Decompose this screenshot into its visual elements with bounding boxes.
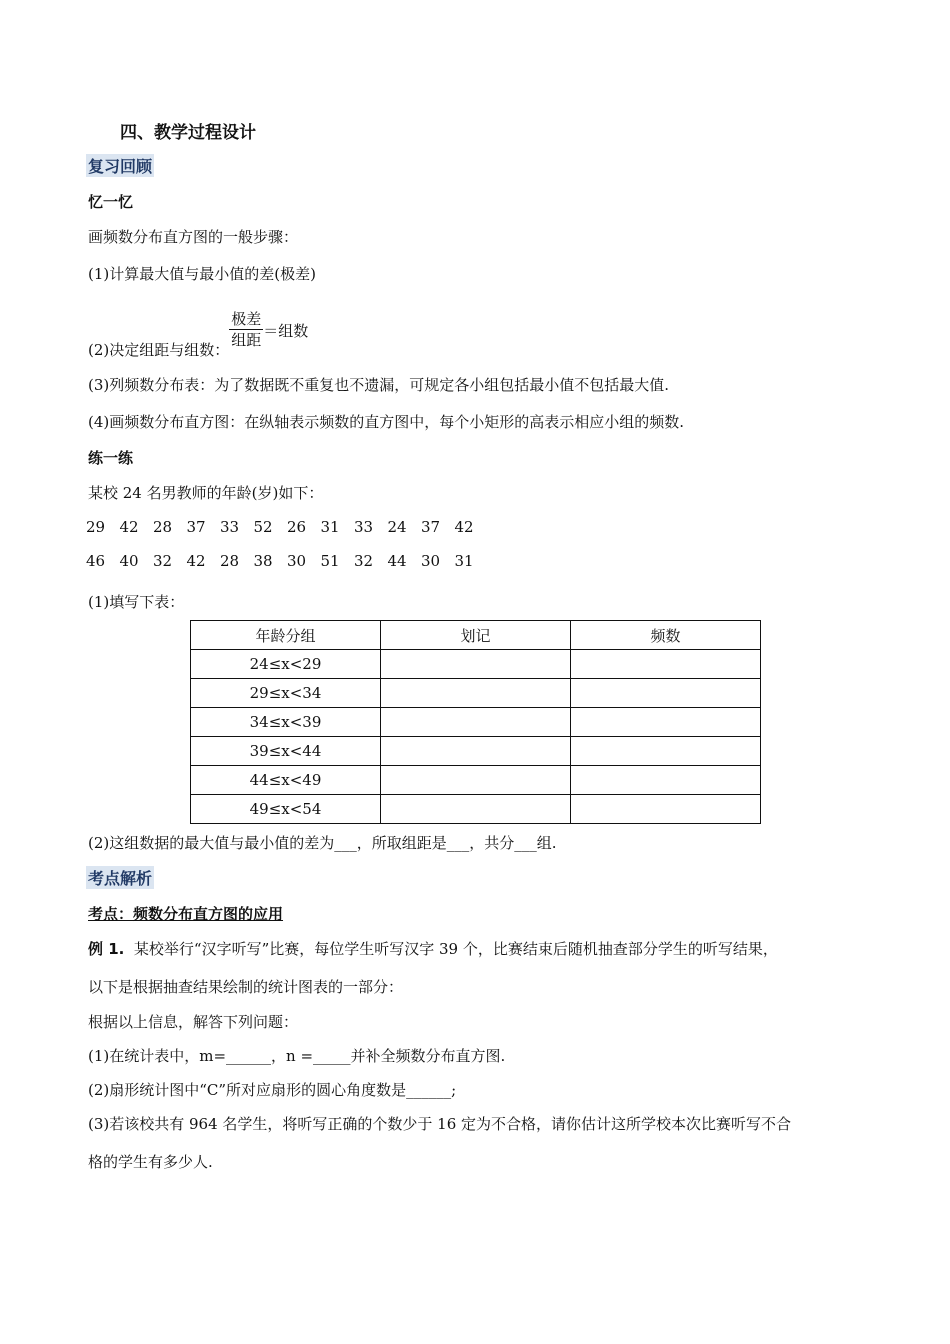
age-value: 31 <box>454 552 474 570</box>
tally-cell <box>381 795 571 824</box>
age-value: 42 <box>119 518 139 536</box>
age-value: 28 <box>220 552 240 570</box>
age-value: 51 <box>320 552 340 570</box>
age-group-cell: 39≤x<44 <box>191 737 381 766</box>
fill-table-label: (1)填写下表： <box>88 593 185 611</box>
analysis-section-title: 考点解析 <box>86 866 154 889</box>
steps-intro: 画频数分布直方图的一般步骤： <box>88 228 299 246</box>
table-row <box>191 679 761 708</box>
column-header-frequency: 频数 <box>571 621 761 650</box>
table-row <box>191 737 761 766</box>
example-1-line-2: 以下是根据抽查结果绘制的统计图表的一部分： <box>88 978 404 996</box>
age-value: 42 <box>186 552 206 570</box>
age-value: 52 <box>253 518 273 536</box>
age-value: 32 <box>153 552 173 570</box>
age-value: 33 <box>354 518 374 536</box>
frequency-cell <box>571 708 761 737</box>
example-question-1: (1)在统计表中，m=______，n =_____并补全频数分布直方图. <box>88 1047 506 1065</box>
step-1: (1)计算最大值与最小值的差(极差) <box>88 265 316 283</box>
age-value: 38 <box>253 552 273 570</box>
age-group-cell: 49≤x<54 <box>191 795 381 824</box>
fraction-numerator: 极差 <box>231 310 262 328</box>
review-section-title: 复习回顾 <box>86 154 154 177</box>
frequency-cell <box>571 795 761 824</box>
age-value: 37 <box>421 518 441 536</box>
question-2: (2)这组数据的最大值与最小值的差为___，所取组距是___，共分___组. <box>88 834 557 852</box>
frequency-cell <box>571 679 761 708</box>
age-value: 24 <box>387 518 407 536</box>
age-group-cell: 29≤x<34 <box>191 679 381 708</box>
step-4: (4)画频数分布直方图：在纵轴表示频数的直方图中，每个小矩形的高表示相应小组的频数. <box>88 413 685 431</box>
frequency-cell <box>571 737 761 766</box>
age-value: 26 <box>287 518 307 536</box>
age-value: 31 <box>320 518 340 536</box>
tally-cell <box>381 679 571 708</box>
tally-cell <box>381 766 571 795</box>
example-question-3-line-1: (3)若该校共有 964 名学生，将听写正确的个数少于 16 定为不合格，请你估计这所学校本次比赛听写不合 <box>88 1115 792 1133</box>
step-3: (3)列频数分布表：为了数据既不重复也不遗漏，可规定各小组包括最小值不包括最大值. <box>88 376 670 394</box>
table-row <box>191 650 761 679</box>
fraction-equals: ＝组数 <box>263 322 309 340</box>
age-group-cell: 44≤x<49 <box>191 766 381 795</box>
fraction-denominator: 组距 <box>231 331 262 349</box>
practice-intro: 某校 24 名男教师的年龄(岁)如下： <box>88 484 324 502</box>
practice-title: 练一练 <box>88 449 134 467</box>
age-value: 40 <box>119 552 139 570</box>
example-question-2: (2)扇形统计图中“C”所对应扇形的圆心角度数是______; <box>88 1081 457 1099</box>
age-value: 30 <box>287 552 307 570</box>
step-2-prefix: (2)决定组距与组数： <box>88 341 230 359</box>
column-header-tally: 划记 <box>381 621 571 650</box>
recall-title: 忆一忆 <box>88 193 134 211</box>
example-1-line-3: 根据以上信息，解答下列问题： <box>88 1013 299 1031</box>
age-value: 44 <box>387 552 407 570</box>
age-value: 42 <box>454 518 474 536</box>
age-value: 29 <box>86 518 106 536</box>
range-over-interval-fraction <box>229 309 263 350</box>
column-header-age-group: 年龄分组 <box>191 621 381 650</box>
age-value: 32 <box>354 552 374 570</box>
frequency-cell <box>571 766 761 795</box>
tally-cell <box>381 737 571 766</box>
table-row <box>191 708 761 737</box>
step-2 <box>88 309 308 357</box>
exam-point: 考点：频数分布直方图的应用 <box>88 905 284 923</box>
ages-row-2 <box>86 552 488 570</box>
frequency-cell <box>571 650 761 679</box>
age-value: 28 <box>153 518 173 536</box>
tally-cell <box>381 708 571 737</box>
example-question-3-line-2: 格的学生有多少人. <box>88 1153 213 1171</box>
table-row <box>191 795 761 824</box>
tally-cell <box>381 650 571 679</box>
age-group-cell: 24≤x<29 <box>191 650 381 679</box>
example-label: 例 1. <box>88 940 125 958</box>
age-value: 37 <box>186 518 206 536</box>
frequency-table <box>190 620 761 824</box>
age-group-cell: 34≤x<39 <box>191 708 381 737</box>
example-1-line-1 <box>88 938 778 959</box>
example-text: 某校举行“汉字听写”比赛，每位学生听写汉字 39 个，比赛结束后随机抽查部分学生的听写结果， <box>133 940 778 958</box>
ages-row-1 <box>86 518 488 536</box>
table-row <box>191 766 761 795</box>
table-header-row <box>191 621 761 650</box>
age-value: 30 <box>421 552 441 570</box>
age-value: 46 <box>86 552 106 570</box>
section-heading: 四、教学过程设计 <box>120 123 256 143</box>
age-value: 33 <box>220 518 240 536</box>
